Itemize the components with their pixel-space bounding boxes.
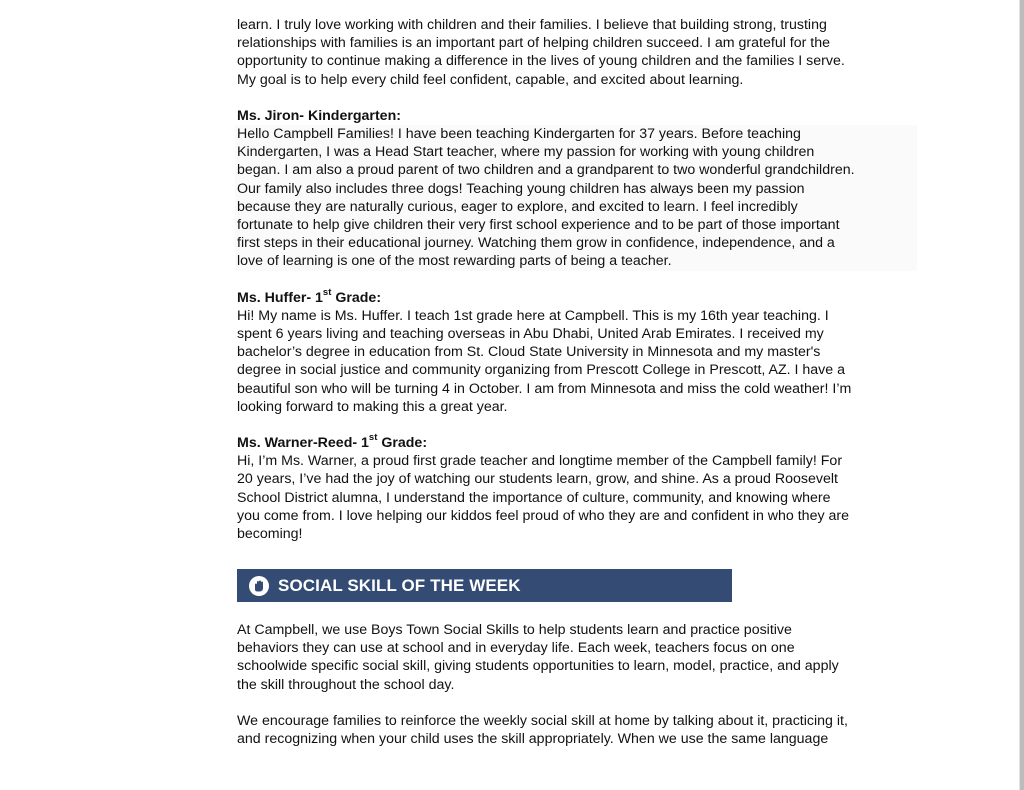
- spacer: [237, 694, 917, 712]
- ordinal-suffix: st: [368, 432, 378, 444]
- heading-text: Ms. Warner-Reed- 1: [237, 435, 369, 452]
- teacher-bio-huffer: Hi! My name is Ms. Huffer. I teach 1st grade here at Campbell. This is my 16th year teaching. I spent 6 years living and teaching overseas in Abu Dhabi, United Arab Emirates. I received my bachelor’s degree in education from St. Cloud State University in Minnesota and my master's degree in social justice and community organizing from Prescott College in Prescott, AZ. I have a beautiful son who will be turning 4 in October. I am from Minnesota and miss the cold weather! I’m looking forward to making this a great year.: [237, 307, 852, 415]
- page-edge-shadow: [1020, 0, 1024, 790]
- heading-text: Grade:: [331, 289, 382, 306]
- hand-icon: [248, 575, 270, 597]
- social-skill-section: [237, 621, 917, 748]
- social-skill-banner: [237, 569, 732, 602]
- heading-text: Ms. Huffer- 1: [237, 289, 323, 306]
- social-skill-paragraph-2: We encourage families to reinforce the weekly social skill at home by talking about it, practicing it, and recognizing when your child uses the skill appropriately. When we use the same language: [237, 712, 848, 748]
- social-skill-paragraph-1: At Campbell, we use Boys Town Social Skills to help students learn and practice positive behaviors they can use at school and in everyday life. Each week, teachers focus on one schoolwide specific social skill, giving students opportunities to learn, model, practice, and apply the skill throughout the school day.: [237, 622, 839, 693]
- teacher-intro-section: [237, 16, 917, 543]
- social-skill-banner-title: SOCIAL SKILL OF THE WEEK: [278, 575, 521, 595]
- teacher-bio-jiron: Hello Campbell Families! I have been teaching Kindergarten for 37 years. Before teaching Kindergarten, I was a Head Start teacher, where my passion for working with young children began. I am also a proud parent of two children and a grandparent to two wonderful grandchildren. Our family also includes three dogs! Teaching young children has always been my passion because they are naturally curious, eager to explore, and excited to learn. I feel incredibly fortunate to help give children their very first school experience and to be part of those important first steps in their educational journey. Watching them grow in confidence, independence, and a love of learning is one of the most rewarding parts of being a teacher.: [237, 126, 855, 270]
- spacer: [237, 416, 917, 434]
- heading-text: Grade:: [377, 435, 428, 452]
- spacer: [237, 89, 917, 107]
- teacher-heading-jiron: Ms. Jiron- Kindergarten:: [237, 107, 401, 124]
- ordinal-suffix: st: [322, 286, 332, 298]
- intro-paragraph: learn. I truly love working with children and their families. I believe that building strong, trusting relationships with families is an important part of helping children succeed. I am grateful for the opportunity to continue making a difference in the lives of young children and the families I serve. My goal is to help every child feel confident, capable, and excited about learning.: [237, 17, 845, 88]
- teacher-bio-warner-reed: Hi, I’m Ms. Warner, a proud first grade teacher and longtime member of the Campbell family! For 20 years, I’ve had the joy of watching our students learn, grow, and shine. As a proud Roosevelt School District alumna, I understand the importance of culture, community, and knowing where you come from. I love helping our kiddos feel proud of who they are and confident in who they are becoming!: [237, 453, 850, 543]
- teacher-heading-warner-reed: [237, 434, 917, 452]
- teacher-heading-huffer: [237, 286, 917, 307]
- spacer: [237, 271, 917, 289]
- teacher-bio-block: [235, 125, 917, 271]
